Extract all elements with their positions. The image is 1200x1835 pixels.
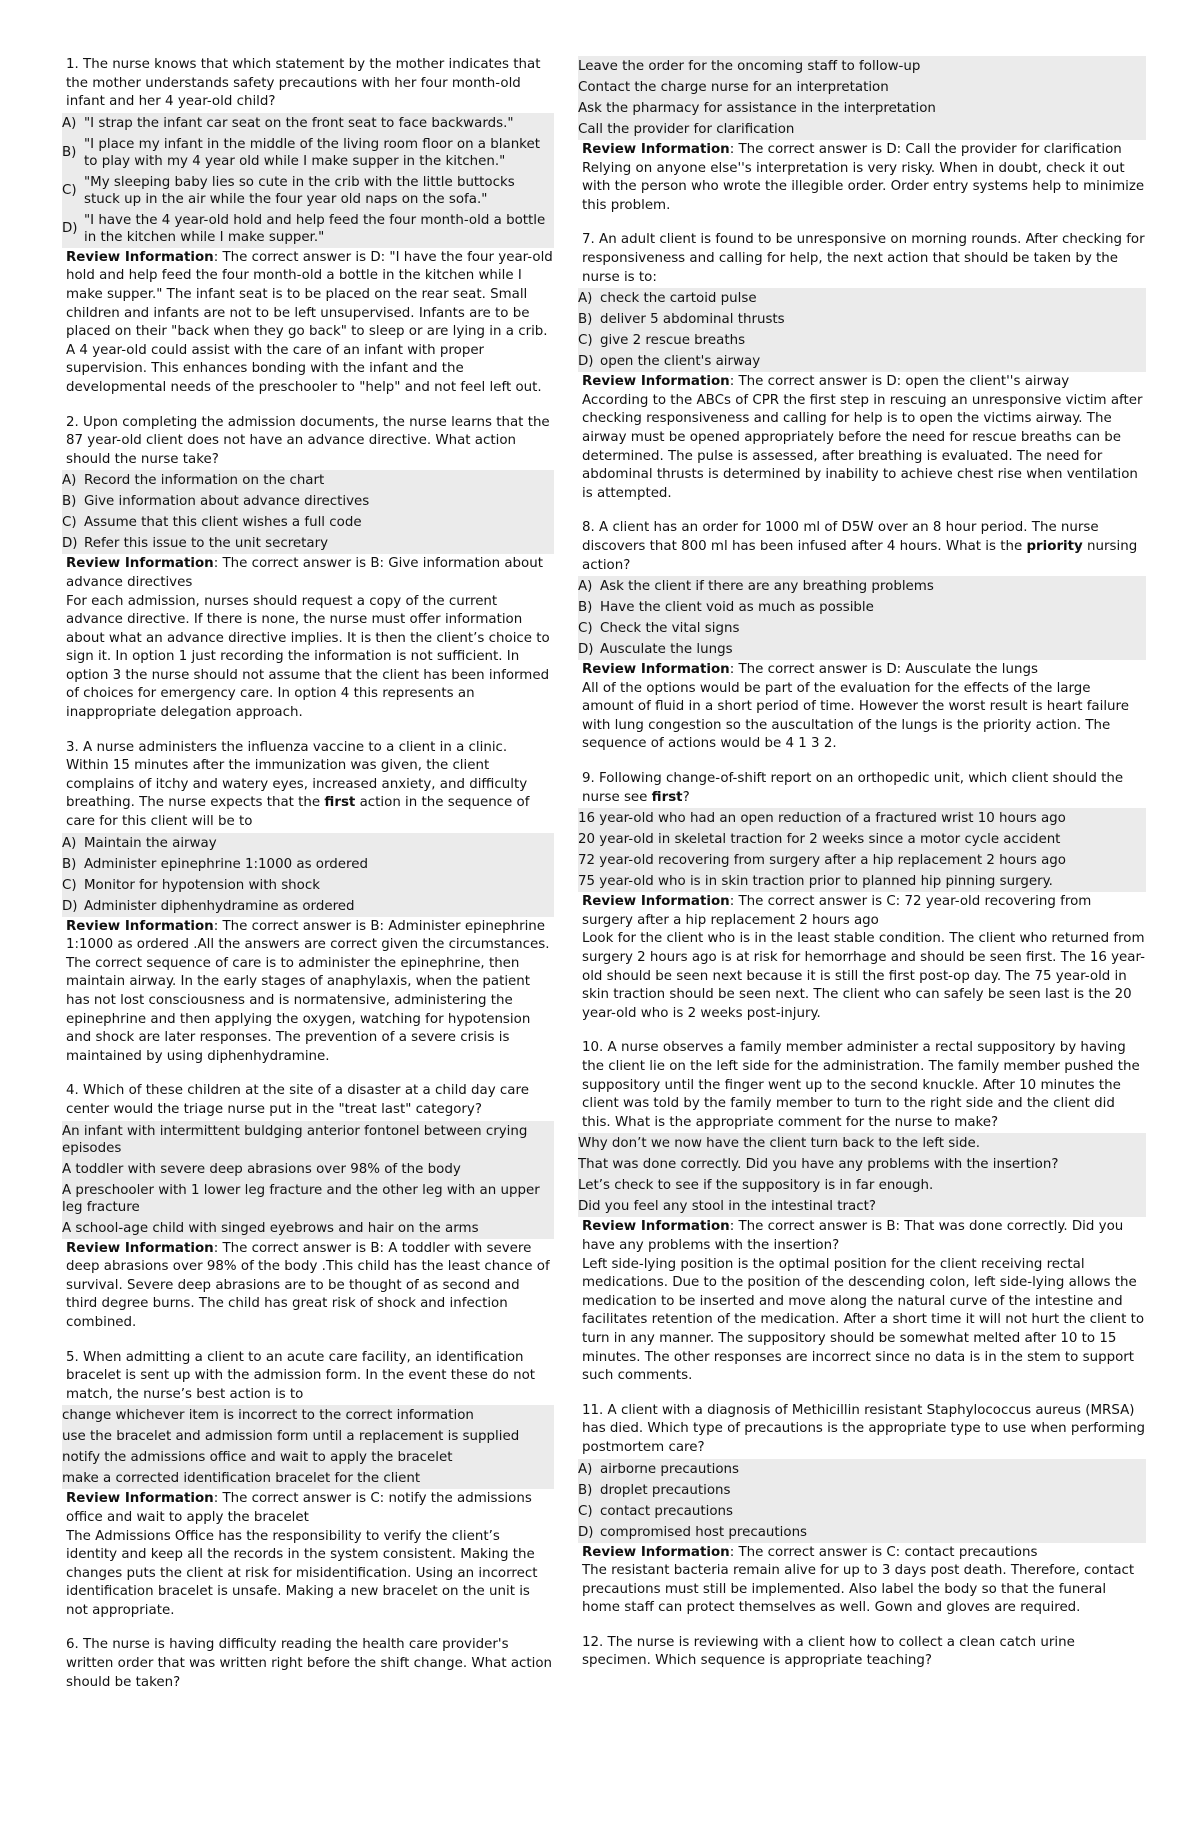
option-text: Leave the order for the oncoming staff to follow-up	[578, 59, 921, 74]
option-letter: C)	[578, 621, 593, 637]
option-text: change whichever item is incorrect to the correct information	[62, 1408, 474, 1424]
answer-options	[578, 1459, 1146, 1543]
option-text: Ask the client if there are any breathing problems	[600, 579, 934, 595]
stem-text: action in the sequence of care for this client will be to	[66, 795, 530, 830]
option-letter: B)	[62, 494, 77, 510]
review-information	[66, 1240, 554, 1333]
option-letter: A)	[578, 579, 593, 595]
answer-option[interactable]	[62, 1159, 554, 1180]
option-letter: B)	[62, 856, 77, 872]
question-block	[578, 231, 1146, 503]
answer-option[interactable]	[578, 1133, 1146, 1154]
emphasis-word: priority	[1026, 538, 1083, 554]
answer-option[interactable]	[62, 1405, 554, 1426]
review-label: Review Information	[66, 1240, 214, 1256]
option-text: A school-age child with singed eyebrows and hair on the arms	[62, 1220, 479, 1236]
question-block	[578, 56, 1146, 215]
option-text: check the cartoid pulse	[600, 291, 757, 307]
answer-option[interactable]	[62, 533, 554, 554]
review-label: Review Information	[66, 918, 214, 934]
option-letter: A)	[578, 1461, 593, 1477]
review-text: : The correct answer is C: 72 year-old recovering from surgery after a hip replacement 2 hours ago	[582, 894, 1092, 928]
review-label: Review Information	[582, 1219, 730, 1235]
answer-option[interactable]	[578, 330, 1146, 351]
review-information	[582, 141, 1146, 160]
review-label: Review Information	[582, 894, 730, 910]
review-information	[66, 918, 554, 1067]
question-stem: 1. The nurse knows that which statement by the mother indicates that the mother understands safety precautions with her four month-old infant and her 4 year-old child?	[66, 57, 541, 110]
answer-option[interactable]	[578, 56, 1146, 77]
question-block	[62, 1636, 554, 1692]
review-label: Review Information	[582, 1544, 730, 1560]
option-text: 72 year-old recovering from surgery after a hip replacement 2 hours ago	[578, 853, 1066, 869]
option-text: Assume that this client wishes a full code	[84, 515, 362, 531]
option-text: An infant with intermittent buldging anterior fontonel between crying episodes	[62, 1123, 528, 1156]
right-column	[578, 56, 1146, 1687]
option-letter: B)	[578, 1482, 593, 1498]
answer-option[interactable]	[578, 309, 1146, 330]
answer-options	[578, 576, 1146, 660]
answer-option[interactable]	[578, 576, 1146, 597]
option-letter: A)	[62, 473, 77, 489]
answer-options	[578, 1133, 1146, 1217]
option-text: Ausculate the lungs	[600, 642, 733, 658]
emphasis-word: first	[324, 795, 356, 811]
option-letter: C)	[62, 877, 77, 893]
option-text: 20 year-old in skeletal traction for 2 weeks since a motor cycle accident	[578, 832, 1061, 848]
option-text: Have the client void as much as possible	[600, 600, 874, 616]
option-letter: D)	[62, 536, 78, 552]
option-letter: C)	[62, 183, 77, 199]
left-column	[62, 56, 554, 1708]
review-text: : The correct answer is D: Call the provider for clarification	[729, 142, 1122, 157]
option-text: open the client's airway	[600, 354, 761, 370]
stem-text: ?	[682, 789, 690, 805]
question-stem	[582, 770, 1146, 807]
answer-option[interactable]	[578, 288, 1146, 309]
explanation-text: Left side-lying position is the optimal position for the client receiving rectal medications. Due to the position of the descending colon, left side-lying allows the medication to be inserted and move along the natural curve of the intestine and facilitates retention of the medication. After a short time it will not hurt the client to turn in any manner. The suppository should be somewhat melted after 10 to 15 minutes. The other responses are incorrect since no data is in the stem to support such comments.	[582, 1256, 1145, 1384]
review-information	[582, 893, 1146, 930]
review-text: : The correct answer is B: That was done correctly. Did you have any problems with the insertion?	[582, 1219, 1124, 1253]
question-stem: 4. Which of these children at the site of a disaster at a child day care center would the triage nurse put in the "treat last" category?	[66, 1083, 529, 1117]
answer-options	[62, 113, 554, 248]
question-block	[62, 1349, 554, 1621]
review-text: : The correct answer is B: A toddler with severe deep abrasions over 98% of the body .This child has the least chance of survival. Severe deep abrasions are to be thought of as second and third degree burns. The child has great risk of shock and infection combined.	[66, 1240, 550, 1330]
option-text: give 2 rescue breaths	[600, 333, 746, 349]
option-text: Ask the pharmacy for assistance in the interpretation	[578, 101, 936, 116]
answer-option[interactable]	[62, 896, 554, 917]
answer-option[interactable]	[62, 210, 554, 248]
stem-text: nursing action?	[582, 538, 1138, 573]
answer-option[interactable]	[62, 134, 554, 172]
option-letter: D)	[578, 354, 594, 370]
answer-option[interactable]	[62, 470, 554, 491]
question-block	[578, 770, 1146, 1023]
answer-option[interactable]	[578, 1501, 1146, 1522]
answer-option[interactable]	[62, 512, 554, 533]
review-information	[582, 661, 1146, 680]
option-text: Why don’t we now have the client turn back to the left side.	[578, 1136, 980, 1152]
question-block	[62, 414, 554, 723]
question-stem	[582, 519, 1146, 575]
option-text: compromised host precautions	[600, 1524, 808, 1540]
explanation-text: Relying on anyone else''s interpretation is very risky. When in doubt, check it out with the person who wrote the illegible order. Order entry systems help to minimize this problem.	[582, 160, 1145, 213]
answer-option[interactable]	[578, 98, 1146, 119]
option-text: Monitor for hypotension with shock	[84, 877, 320, 893]
option-text: Administer epinephrine 1:1000 as ordered	[84, 856, 368, 872]
answer-option[interactable]	[62, 172, 554, 210]
option-letter: A)	[62, 835, 77, 851]
option-text: Refer this issue to the unit secretary	[84, 536, 329, 552]
option-text: Did you feel any stool in the intestinal tract?	[578, 1199, 876, 1215]
answer-option[interactable]	[578, 119, 1146, 140]
question-stem: 5. When admitting a client to an acute care facility, an identification bracelet is sent up with the admission form. In the event these do not match, the nurse’s best action is to	[66, 1349, 536, 1402]
review-label: Review Information	[582, 662, 730, 678]
answer-options	[62, 833, 554, 917]
option-text: use the bracelet and admission form until a replacement is supplied	[62, 1429, 520, 1445]
answer-option[interactable]	[578, 1175, 1146, 1196]
option-text: droplet precautions	[600, 1482, 731, 1498]
option-text: Contact the charge nurse for an interpretation	[578, 80, 889, 95]
answer-options	[62, 1121, 554, 1239]
answer-option[interactable]	[578, 850, 1146, 871]
option-text: 16 year-old who had an open reduction of a fractured wrist 10 hours ago	[578, 811, 1066, 827]
answer-option[interactable]	[578, 1522, 1146, 1543]
answer-option[interactable]	[578, 829, 1146, 850]
option-text: Let’s check to see if the suppository is in far enough.	[578, 1178, 934, 1194]
option-letter: A)	[62, 115, 77, 131]
option-letter: D)	[62, 221, 78, 237]
question-block	[578, 1039, 1146, 1385]
explanation-text: The Admissions Office has the responsibility to verify the client’s identity and keep all the records in the system consistent. Making the changes puts the client at risk for misidentification. Using an incorrect identification bracelet is unsafe. Making a new bracelet on the unit is not appropriate.	[66, 1528, 538, 1618]
answer-option[interactable]	[62, 1426, 554, 1447]
question-stem	[66, 739, 554, 832]
option-text: contact precautions	[600, 1503, 733, 1519]
review-information	[66, 249, 554, 398]
review-information	[582, 1218, 1146, 1255]
answer-option[interactable]	[62, 491, 554, 512]
option-text: Call the provider for clarification	[578, 122, 795, 137]
option-text: Administer diphenhydramine as ordered	[84, 898, 355, 914]
answer-option[interactable]	[578, 1154, 1146, 1175]
option-text: make a corrected identification bracelet for the client	[62, 1471, 421, 1487]
answer-option[interactable]	[578, 871, 1146, 892]
answer-option[interactable]	[62, 1218, 554, 1239]
question-stem: 11. A client with a diagnosis of Methicillin resistant Staphylococcus aureus (MRSA) has died. Which type of precautions is the appropriate type to use when performing postmortem care?	[582, 1402, 1146, 1455]
option-letter: A)	[578, 291, 593, 307]
question-block	[578, 1402, 1146, 1618]
answer-option[interactable]	[578, 597, 1146, 618]
question-stem: 12. The nurse is reviewing with a client how to collect a clean catch urine specimen. Which sequence is appropriate teaching?	[582, 1634, 1075, 1669]
answer-option[interactable]	[578, 639, 1146, 660]
option-text: notify the admissions office and wait to apply the bracelet	[62, 1450, 453, 1466]
answer-option[interactable]	[578, 808, 1146, 829]
answer-option[interactable]	[62, 1180, 554, 1218]
review-information	[582, 1544, 1146, 1563]
question-block	[578, 1634, 1146, 1671]
option-text: "My sleeping baby lies so cute in the crib with the little buttocks stuck up in the air while the four year old naps on the sofa."	[84, 174, 515, 207]
review-label: Review Information	[582, 374, 730, 390]
answer-options	[62, 1405, 554, 1489]
question-block	[62, 1082, 554, 1332]
option-letter: B)	[62, 145, 77, 161]
question-block	[62, 739, 554, 1067]
answer-option[interactable]	[578, 77, 1146, 98]
option-letter: C)	[578, 333, 593, 349]
question-stem: 10. A nurse observes a family member administer a rectal suppository by having the client lie on the left side for the administration. The family member pushed the suppository until the finger went up to the second knuckle. After 10 minutes the client was told by the family member to turn to the right side and the client did this. What is the appropriate comment for the nurse to make?	[582, 1040, 1140, 1130]
option-text: Give information about advance directives	[84, 494, 370, 510]
review-label: Review Information	[66, 556, 214, 572]
answer-option[interactable]	[578, 1196, 1146, 1217]
review-label: Review Information	[582, 142, 730, 157]
option-text: airborne precautions	[600, 1461, 740, 1477]
option-text: A toddler with severe deep abrasions over 98% of the body	[62, 1161, 461, 1177]
review-text: : The correct answer is C: contact precautions	[729, 1544, 1038, 1560]
answer-options	[578, 288, 1146, 372]
stem-text: 8. A client has an order for 1000 ml of D5W over an 8 hour period. The nurse discovers that 800 ml has been infused after 4 hours. What is the	[582, 520, 1099, 554]
review-information	[66, 1490, 554, 1527]
answer-option[interactable]	[62, 833, 554, 854]
answer-option[interactable]	[62, 875, 554, 896]
answer-option[interactable]	[578, 618, 1146, 639]
answer-option[interactable]	[62, 1447, 554, 1468]
answer-option[interactable]	[62, 1121, 554, 1159]
option-text: deliver 5 abdominal thrusts	[600, 312, 785, 328]
option-text: Record the information on the chart	[84, 473, 325, 489]
question-block	[578, 519, 1146, 754]
explanation-text: Look for the client who is in the least stable condition. The client who returned from surgery 2 hours ago is at risk for hemorrhage and should be seen first. The 16 year-old should be seen next because it is still the first post-op day. The 75 year-old in skin traction should be seen next. The client who can safely be seen last is the 20 year-old who is 2 weeks post-injury.	[582, 931, 1145, 1021]
answer-option[interactable]	[578, 351, 1146, 372]
answer-options	[578, 808, 1146, 892]
stem-text: 3. A nurse administers the influenza vaccine to a client in a clinic. Within 15 minutes after the immunization was given, the client complains of itchy and watery eyes, increased anxiety, and difficulty breathing. The nurse expects that the	[66, 739, 528, 811]
answer-option[interactable]	[62, 1468, 554, 1489]
option-text: "I have the 4 year-old hold and help feed the four month-old a bottle in the kitchen while I make supper."	[84, 212, 546, 245]
option-letter: D)	[62, 898, 78, 914]
review-information	[582, 373, 1146, 392]
explanation-text: For each admission, nurses should request a copy of the current advance directive. If there is none, the nurse must offer information about what an advance directive implies. It is then the client’s choice to sign it. In option 1 just recording the information is not sufficient. In option 3 the nurse should not assume that the client has been informed of choices for emergency care. In option 4 this represents an inappropriate delegation approach.	[66, 593, 550, 721]
option-text: 75 year-old who is in skin traction prior to planned hip pinning surgery.	[578, 874, 1053, 890]
answer-options	[578, 56, 1146, 140]
review-information	[66, 555, 554, 592]
question-stem: 7. An adult client is found to be unresponsive on morning rounds. After checking for responsiveness and calling for help, the next action that should be taken by the nurse is to:	[582, 232, 1145, 285]
option-letter: B)	[578, 600, 593, 616]
option-letter: B)	[578, 312, 593, 328]
option-letter: C)	[62, 515, 77, 531]
review-text: : The correct answer is B: Give information about advance directives	[66, 556, 543, 590]
stem-text: 9. Following change-of-shift report on an orthopedic unit, which client should the nurse see	[582, 771, 1124, 805]
review-text: : The correct answer is C: notify the admissions office and wait to apply the bracelet	[66, 1491, 532, 1525]
option-letter: D)	[578, 1524, 594, 1540]
explanation-text: The resistant bacteria remain alive for up to 3 days post death. Therefore, contact precautions must still be implemented. Also label the body so that the funeral home staff can protect themselves as well. Gown and gloves are required.	[582, 1563, 1135, 1616]
emphasis-word: first	[651, 789, 683, 805]
question-stem: 2. Upon completing the admission documents, the nurse learns that the 87 year-old client does not have an advance directive. What action should the nurse take?	[66, 414, 550, 467]
option-letter: D)	[578, 642, 594, 658]
question-block	[62, 56, 554, 398]
option-letter: C)	[578, 1503, 593, 1519]
option-text: A preschooler with 1 lower leg fracture and the other leg with an upper leg fracture	[62, 1182, 540, 1215]
option-text: "I strap the infant car seat on the front seat to face backwards."	[84, 115, 514, 131]
answer-option[interactable]	[62, 113, 554, 134]
answer-option[interactable]	[578, 1480, 1146, 1501]
answer-options	[62, 470, 554, 554]
review-label: Review Information	[66, 1491, 214, 1507]
explanation-text: According to the ABCs of CPR the first step in rescuing an unresponsive victim after checking responsiveness and calling for help is to open the victims airway. The airway must be opened appropriately before the need for rescue breaths can be determined. The pulse is assessed, after breathing is evaluated. The need for abdominal thrusts is determined by inability to achieve chest rise when ventilation is attempted.	[582, 392, 1143, 501]
review-text: : The correct answer is D: Ausculate the lungs	[729, 662, 1038, 678]
explanation-text: All of the options would be part of the evaluation for the effects of the large amount of fluid in a short period of time. However the worst result is heart failure with lung congestion so the auscultation of the lungs is the priority action. The sequence of actions would be 4 1 3 2.	[582, 680, 1129, 752]
option-text: Check the vital signs	[600, 621, 740, 637]
option-text: That was done correctly. Did you have any problems with the insertion?	[578, 1157, 1059, 1173]
review-text: : The correct answer is B: Administer epinephrine 1:1000 as ordered .All the answers are correct given the circumstances. The correct sequence of care is to administer the epinephrine, then maintain airway. In the early stages of anaphylaxis, when the patient has not lost consciousness and is normatensive, administering the epinephrine and then applying the oxygen, watching for hypotension and shock are later responses. The prevention of a severe crisis is maintained by using diphenhydramine.	[66, 918, 550, 1064]
answer-option[interactable]	[62, 854, 554, 875]
answer-option[interactable]	[578, 1459, 1146, 1480]
review-label: Review Information	[66, 249, 214, 265]
option-text: "I place my infant in the middle of the living room floor on a blanket to play with my 4 year old while I make supper in the kitchen."	[84, 136, 540, 169]
option-text: Maintain the airway	[84, 835, 217, 851]
question-stem: 6. The nurse is having difficulty reading the health care provider's written order that was written right before the shift change. What action should be taken?	[66, 1637, 553, 1690]
review-text: : The correct answer is D: open the client''s airway	[729, 374, 1070, 390]
review-text: : The correct answer is D: "I have the four year-old hold and help feed the four month-old a bottle in the kitchen while I make supper." The infant seat is to be placed on the rear seat. Small children and infants are not to be left unsupervised. Infants are to be placed on their "back when they go back" to sleep or are lying in a crib. A 4 year-old could assist with the care of an infant with proper supervision. This enhances bonding with the infant and the developmental needs of the preschooler to "help" and not feel left out.	[66, 249, 553, 395]
